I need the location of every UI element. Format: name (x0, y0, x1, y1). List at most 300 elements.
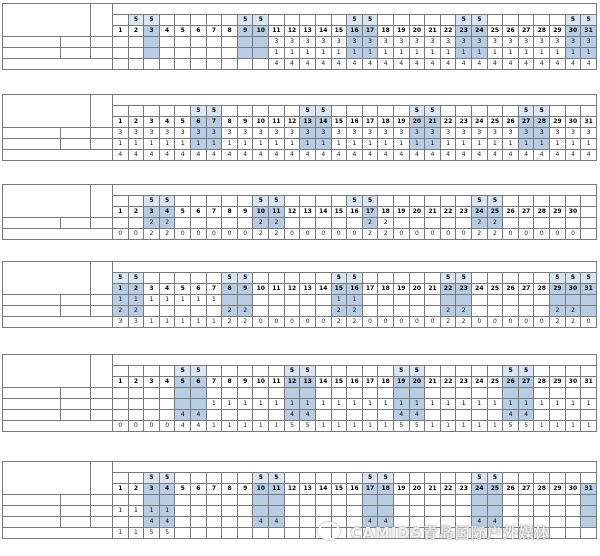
total-cell: 4 (378, 59, 394, 70)
plays-cell (128, 48, 144, 59)
total-cell: 2 (237, 317, 253, 328)
plays-cell: 3 (393, 37, 409, 48)
marker-cell (269, 15, 285, 26)
total-cell: 1 (113, 528, 129, 539)
total-cell: 4 (440, 59, 456, 70)
plays-cell: 3 (472, 37, 488, 48)
day-number: 3 (144, 207, 160, 218)
plays-cell: 1 (518, 48, 534, 59)
day-number: 19 (393, 207, 409, 218)
total-cell (159, 59, 175, 70)
plays-cell: 1 (144, 139, 160, 150)
plays-cell: 2 (253, 218, 269, 229)
marker-cell (300, 196, 316, 207)
marker-cell (269, 273, 285, 284)
plays-cell (347, 495, 363, 506)
marker-cell (425, 273, 441, 284)
total-cell (222, 59, 238, 70)
plays-cell: 1 (113, 139, 129, 150)
plays-cell (362, 506, 378, 517)
plays-cell: 3 (315, 37, 331, 48)
day-number: 10 (253, 377, 269, 388)
day-number: 17 (362, 207, 378, 218)
plays-cell: 1 (456, 399, 472, 410)
plays-cell (550, 517, 566, 528)
day-number: 13 (300, 207, 316, 218)
day-number: 12 (284, 26, 300, 37)
totals-label (3, 229, 113, 240)
total-cell (440, 528, 456, 539)
total-cell: 0 (253, 317, 269, 328)
day-number: 29 (550, 377, 566, 388)
plays-cell (425, 306, 441, 317)
plays-cell (237, 48, 253, 59)
ad-length (91, 48, 113, 59)
day-number: 2 (128, 284, 144, 295)
plays-cell (191, 218, 207, 229)
plays-cell (581, 295, 597, 306)
plays-cell (472, 495, 488, 506)
day-number: 18 (378, 207, 394, 218)
marker-cell: 5 (409, 366, 425, 377)
total-cell: 1 (487, 421, 503, 432)
day-number: 4 (159, 207, 175, 218)
total-cell: 1 (253, 421, 269, 432)
total-cell: 4 (581, 150, 597, 161)
month-title (113, 185, 597, 196)
totals-label (3, 317, 113, 328)
marker-cell: 5 (347, 273, 363, 284)
marker-cell (362, 106, 378, 117)
plays-cell (113, 399, 129, 410)
total-cell: 1 (425, 421, 441, 432)
plays-cell (144, 495, 160, 506)
total-cell: 4 (253, 150, 269, 161)
time-slot (3, 495, 61, 506)
plays-cell (534, 295, 550, 306)
plays-cell (440, 495, 456, 506)
ad-length (91, 218, 113, 229)
plays-cell: 4 (253, 517, 269, 528)
time-slot (3, 218, 61, 229)
day-number: 28 (534, 207, 550, 218)
day-number: 11 (269, 207, 285, 218)
total-cell (113, 59, 129, 70)
total-cell: 4 (331, 59, 347, 70)
day-number: 17 (362, 117, 378, 128)
plays-cell (456, 218, 472, 229)
schedule-table (2, 261, 597, 328)
day-number: 17 (362, 484, 378, 495)
marker-cell (534, 196, 550, 207)
day-number: 11 (269, 484, 285, 495)
plays-cell: 1 (222, 399, 238, 410)
day-number: 24 (472, 377, 488, 388)
plays-cell: 3 (284, 128, 300, 139)
marker-cell: 5 (425, 106, 441, 117)
plays-cell (175, 495, 191, 506)
total-cell: 1 (269, 421, 285, 432)
plays-cell (409, 218, 425, 229)
plays-cell: 1 (565, 399, 581, 410)
total-cell: 0 (331, 229, 347, 240)
marker-cell: 5 (440, 273, 456, 284)
total-cell (237, 528, 253, 539)
plays-cell: 4 (269, 517, 285, 528)
marker-cell (128, 473, 144, 484)
plays-cell (409, 506, 425, 517)
day-number: 11 (269, 377, 285, 388)
marker-cell (175, 473, 191, 484)
weekday-range (61, 517, 91, 528)
plays-cell: 1 (456, 139, 472, 150)
marker-cell (409, 473, 425, 484)
month-title (113, 462, 597, 473)
plays-cell (518, 506, 534, 517)
day-number: 27 (518, 377, 534, 388)
marker-cell (113, 366, 129, 377)
total-cell: 0 (300, 229, 316, 240)
plays-cell (237, 495, 253, 506)
total-cell: 2 (440, 317, 456, 328)
marker-cell (550, 15, 566, 26)
marker-cell (284, 106, 300, 117)
total-cell (581, 229, 597, 240)
marker-cell (284, 473, 300, 484)
marker-cell (362, 366, 378, 377)
day-number: 27 (518, 484, 534, 495)
total-cell: 2 (222, 317, 238, 328)
marker-cell (565, 196, 581, 207)
plays-cell (378, 410, 394, 421)
total-cell: 4 (440, 150, 456, 161)
plays-cell (472, 506, 488, 517)
plays-cell: 1 (269, 399, 285, 410)
day-number: 14 (315, 26, 331, 37)
plays-cell (487, 388, 503, 399)
ad-length (91, 399, 113, 410)
totals-label (3, 528, 113, 539)
total-cell: 4 (144, 150, 160, 161)
marker-cell (159, 366, 175, 377)
day-number: 26 (503, 284, 519, 295)
day-number: 23 (456, 117, 472, 128)
plays-cell (425, 495, 441, 506)
plays-cell: 3 (159, 128, 175, 139)
plays-cell (534, 506, 550, 517)
marker-cell (378, 196, 394, 207)
plays-cell (409, 306, 425, 317)
total-cell (425, 528, 441, 539)
total-cell (456, 528, 472, 539)
plays-cell (362, 388, 378, 399)
day-number: 11 (269, 284, 285, 295)
day-number: 15 (331, 26, 347, 37)
day-number: 6 (191, 377, 207, 388)
total-cell: 4 (456, 150, 472, 161)
length-header (91, 4, 113, 37)
total-cell: 2 (269, 229, 285, 240)
day-number: 18 (378, 284, 394, 295)
schedule-table (2, 3, 597, 70)
plays-cell (269, 388, 285, 399)
plays-cell: 3 (409, 128, 425, 139)
marker-cell: 5 (300, 366, 316, 377)
plays-cell: 1 (331, 48, 347, 59)
plays-cell: 1 (362, 48, 378, 59)
plays-cell (315, 218, 331, 229)
plays-cell: 3 (362, 37, 378, 48)
marker-cell: 5 (581, 273, 597, 284)
total-cell: 0 (378, 317, 394, 328)
marker-cell (487, 15, 503, 26)
marker-cell (269, 366, 285, 377)
plays-cell (253, 495, 269, 506)
day-number: 19 (393, 117, 409, 128)
plays-cell: 3 (331, 128, 347, 139)
plays-cell (222, 218, 238, 229)
total-cell: 0 (425, 317, 441, 328)
marker-cell (159, 273, 175, 284)
marker-cell: 5 (144, 15, 160, 26)
plays-cell: 4 (284, 410, 300, 421)
length-header (91, 95, 113, 128)
plays-cell: 1 (175, 139, 191, 150)
day-number: 5 (175, 284, 191, 295)
marker-cell (315, 273, 331, 284)
marker-cell (518, 273, 534, 284)
total-cell: 0 (472, 317, 488, 328)
total-cell (472, 528, 488, 539)
plays-cell: 2 (362, 218, 378, 229)
total-cell: 5 (503, 421, 519, 432)
total-cell: 2 (347, 317, 363, 328)
total-cell (503, 528, 519, 539)
total-cell: 4 (565, 150, 581, 161)
total-cell: 0 (113, 421, 129, 432)
marker-cell: 5 (487, 196, 503, 207)
marker-cell: 5 (159, 473, 175, 484)
time-slot (3, 48, 61, 59)
marker-cell: 5 (472, 15, 488, 26)
plays-cell (487, 410, 503, 421)
plays-cell (425, 506, 441, 517)
plays-cell: 2 (159, 218, 175, 229)
plays-cell: 1 (581, 48, 597, 59)
total-cell (550, 528, 566, 539)
marker-cell (331, 366, 347, 377)
plays-cell (393, 517, 409, 528)
total-cell: 4 (472, 150, 488, 161)
plays-cell (128, 399, 144, 410)
total-cell: 3 (113, 317, 129, 328)
day-number: 19 (393, 284, 409, 295)
total-cell: 0 (284, 229, 300, 240)
plays-cell: 1 (347, 48, 363, 59)
plays-cell (206, 37, 222, 48)
marker-cell: 5 (362, 196, 378, 207)
plays-cell (315, 495, 331, 506)
marker-cell: 5 (269, 196, 285, 207)
day-number: 4 (159, 117, 175, 128)
plays-cell (159, 410, 175, 421)
plays-cell: 1 (113, 295, 129, 306)
plays-cell: 1 (503, 139, 519, 150)
plays-cell (518, 306, 534, 317)
plays-cell (534, 388, 550, 399)
day-number: 4 (159, 26, 175, 37)
table-row (3, 495, 597, 506)
total-cell: 0 (456, 229, 472, 240)
marker-cell (440, 196, 456, 207)
day-number: 7 (206, 377, 222, 388)
day-number: 26 (503, 26, 519, 37)
plays-cell: 1 (393, 48, 409, 59)
marker-cell (315, 15, 331, 26)
day-number: 31 (581, 284, 597, 295)
day-number: 8 (222, 207, 238, 218)
time-slot (3, 295, 61, 306)
plays-cell (393, 295, 409, 306)
marker-cell (409, 196, 425, 207)
plays-cell: 2 (237, 306, 253, 317)
total-cell: 1 (315, 421, 331, 432)
day-number: 6 (191, 484, 207, 495)
plays-cell: 1 (315, 399, 331, 410)
marker-cell (206, 473, 222, 484)
marker-cell: 5 (518, 106, 534, 117)
marker-cell: 5 (191, 366, 207, 377)
total-cell: 4 (425, 59, 441, 70)
plays-cell: 1 (409, 139, 425, 150)
day-number: 4 (159, 484, 175, 495)
day-number: 17 (362, 377, 378, 388)
marker-cell (425, 473, 441, 484)
day-number: 21 (425, 377, 441, 388)
plays-cell: 1 (534, 48, 550, 59)
day-number: 6 (191, 207, 207, 218)
total-cell: 1 (206, 421, 222, 432)
plays-cell (550, 218, 566, 229)
day-number: 31 (581, 484, 597, 495)
plays-cell (128, 410, 144, 421)
day-number: 7 (206, 484, 222, 495)
marker-cell (144, 273, 160, 284)
plays-cell (237, 517, 253, 528)
plays-cell: 1 (269, 139, 285, 150)
marker-cell (550, 196, 566, 207)
plays-cell (565, 218, 581, 229)
plays-cell (456, 506, 472, 517)
plays-cell (456, 517, 472, 528)
time-slot (3, 399, 61, 410)
total-cell: 1 (175, 317, 191, 328)
total-cell: 4 (487, 59, 503, 70)
plays-cell (159, 37, 175, 48)
marker-cell (456, 106, 472, 117)
day-number: 27 (518, 284, 534, 295)
marker-cell: 5 (128, 273, 144, 284)
plays-cell: 2 (472, 218, 488, 229)
day-number: 15 (331, 284, 347, 295)
plays-cell: 4 (159, 517, 175, 528)
day-number: 8 (222, 117, 238, 128)
plays-cell (144, 399, 160, 410)
day-number: 10 (253, 26, 269, 37)
plays-cell (284, 506, 300, 517)
total-cell: 4 (409, 150, 425, 161)
marker-cell (315, 366, 331, 377)
plays-cell (175, 388, 191, 399)
plays-cell (113, 517, 129, 528)
total-cell: 2 (565, 317, 581, 328)
table-row (3, 218, 597, 229)
marker-cell: 5 (191, 106, 207, 117)
plays-cell (550, 388, 566, 399)
plays-cell (191, 37, 207, 48)
marker-cell (409, 273, 425, 284)
plays-cell: 3 (456, 128, 472, 139)
plays-cell: 1 (440, 139, 456, 150)
marker-cell (237, 473, 253, 484)
total-cell: 0 (503, 229, 519, 240)
plays-cell (300, 388, 316, 399)
plays-cell: 1 (581, 399, 597, 410)
day-number: 9 (237, 377, 253, 388)
marker-cell: 5 (518, 366, 534, 377)
day-number: 20 (409, 284, 425, 295)
plays-cell: 3 (191, 128, 207, 139)
plays-cell: 3 (128, 128, 144, 139)
plays-cell (159, 48, 175, 59)
plays-cell (347, 218, 363, 229)
total-cell: 3 (128, 317, 144, 328)
total-cell: 4 (347, 150, 363, 161)
total-cell: 0 (581, 317, 597, 328)
month-block (2, 184, 596, 240)
marker-cell (269, 106, 285, 117)
marker-cell (518, 15, 534, 26)
plays-cell: 2 (144, 218, 160, 229)
plays-cell: 1 (113, 506, 129, 517)
day-number: 9 (237, 26, 253, 37)
day-number: 15 (331, 117, 347, 128)
plays-cell: 3 (550, 37, 566, 48)
day-number: 14 (315, 117, 331, 128)
plays-cell: 2 (128, 306, 144, 317)
table-row (3, 128, 597, 139)
total-cell: 1 (128, 528, 144, 539)
plays-cell (440, 410, 456, 421)
day-number: 8 (222, 26, 238, 37)
total-cell (487, 528, 503, 539)
marker-cell (362, 273, 378, 284)
plays-cell: 1 (425, 139, 441, 150)
month-title (113, 95, 597, 106)
total-cell: 0 (409, 229, 425, 240)
total-cell: 2 (331, 317, 347, 328)
total-cell: 0 (284, 317, 300, 328)
marker-cell: 5 (253, 473, 269, 484)
plays-cell: 4 (191, 410, 207, 421)
day-number: 14 (315, 377, 331, 388)
total-cell: 1 (331, 421, 347, 432)
plays-cell (284, 295, 300, 306)
day-number: 14 (315, 484, 331, 495)
plays-cell (331, 388, 347, 399)
plays-cell (269, 295, 285, 306)
marker-cell (581, 473, 597, 484)
